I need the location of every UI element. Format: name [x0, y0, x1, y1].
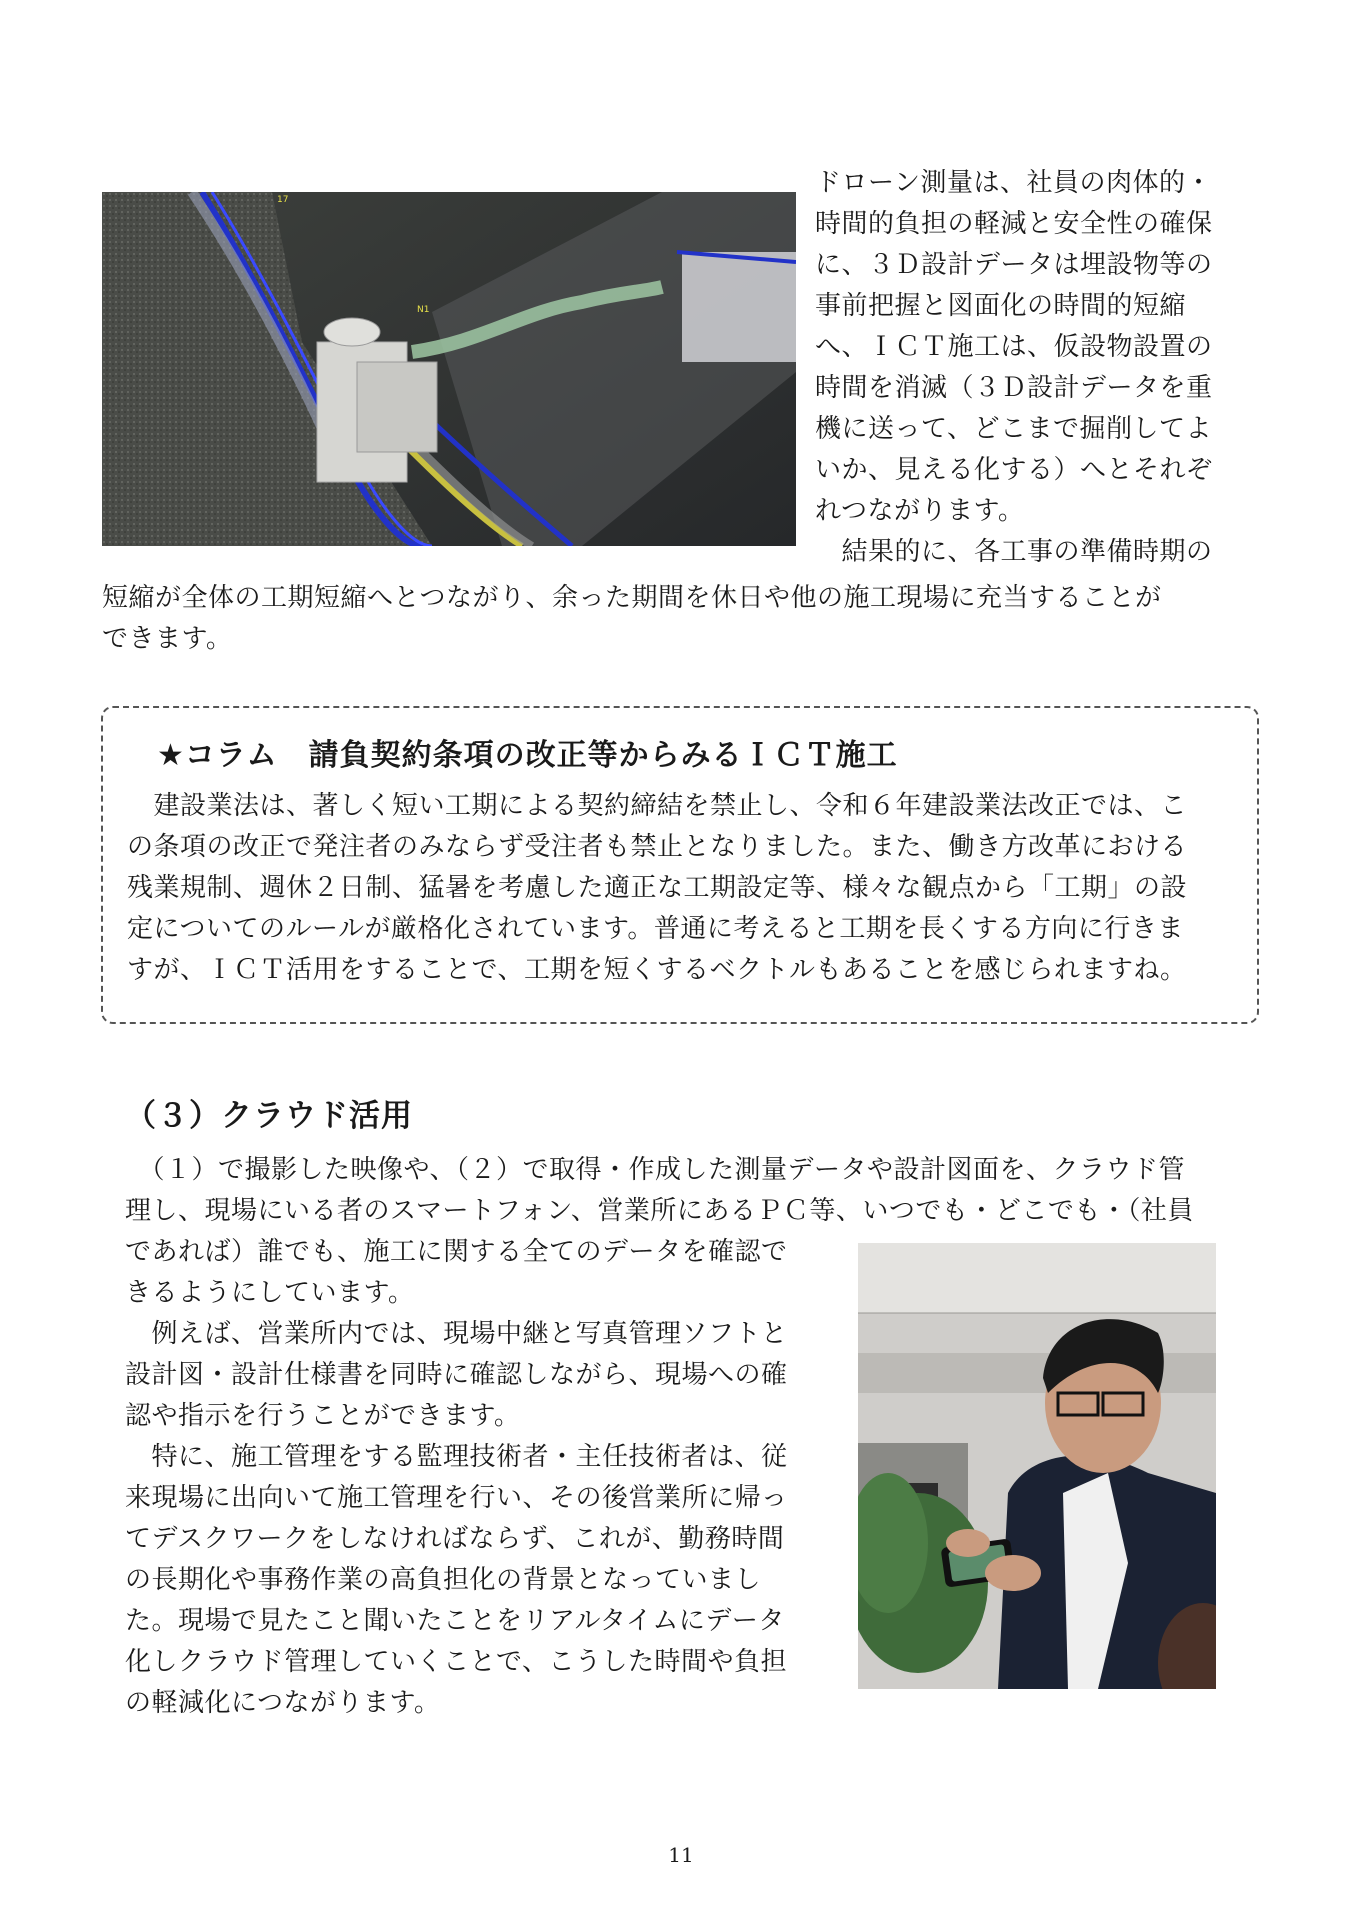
page-number: 11	[668, 1843, 694, 1867]
column-title: ★コラム 請負契約条項の改正等からみるＩＣＴ施工	[157, 738, 898, 773]
figure-label-17: 17	[277, 195, 289, 205]
cloud-intro-paragraph: （１）で撮影した映像や、（２）で取得・作成した測量データや設計図面を、クラウド管 理し、現場にいる者のスマートフォン、営業所にあるＰＣ等、いつでも・どこでも・（社員	[125, 1155, 1194, 1226]
office-photo-graphic	[858, 1243, 1216, 1689]
drone-3d-model-graphic	[102, 192, 796, 546]
drone-survey-paragraph: ドローン測量は、社員の肉体的・ 時間的負担の軽減と安全性の確保 に、３Ｄ設計データは埋設物等の 事前把握と図面化の時間的短縮 へ、ＩＣＴ施工は、仮設物設置の 時間を消滅（３Ｄ設計データを重 機に送って、どこまで掘削してよ いか、見える化する）へとそれぞ れつながります。 結果的に、各工事の準備時期の	[815, 168, 1213, 567]
figure-label-n1: N1	[417, 305, 430, 315]
section-heading-cloud: （３）クラウド活用	[125, 1098, 413, 1134]
office-smartphone-photo	[858, 1243, 1216, 1689]
column-box	[101, 706, 1259, 1024]
column-body: 建設業法は、著しく短い工期による契約締結を禁止し、令和６年建設業法改正では、こ の条項の改正で発注者のみならず受注者も禁止となりました。また、働き方改革における 残業規制、週休２日制、猛暑を考慮した適正な工期設定等、様々な観点から「工期」の設 定についてのルールが厳格化されています。普通に考えると工期を長くする方向に行きま すが、ＩＣＴ活用をすることで、工期を短くするベクトルもあることを感じられますね。	[127, 791, 1188, 985]
cloud-body-paragraph: であれば）誰でも、施工に関する全てのデータを確認で きるようにしています。 例えば、営業所内では、現場中継と写真管理ソフトと 設計図・設計仕様書を同時に確認しながら、現場への確 認や指示を行うことができます。 特に、施工管理をする監理技術者・主任技術者は、従 来現場に出向いて施工管理を行い、その後営業所に帰っ てデスクワークをしなければならず、これが、勤務時間 の長期化や事務作業の高負担化の背景となっていまし た。現場で見たこと聞いたことをリアルタイムにデータ 化しクラウド管理していくことで、こうした時間や負担 の軽減化につながります。	[125, 1237, 788, 1718]
drone-3d-model-image	[102, 192, 796, 546]
drone-survey-paragraph-continued: 短縮が全体の工期短縮へとつながり、余った期間を休日や他の施工現場に充当することが できます。	[102, 583, 1162, 654]
